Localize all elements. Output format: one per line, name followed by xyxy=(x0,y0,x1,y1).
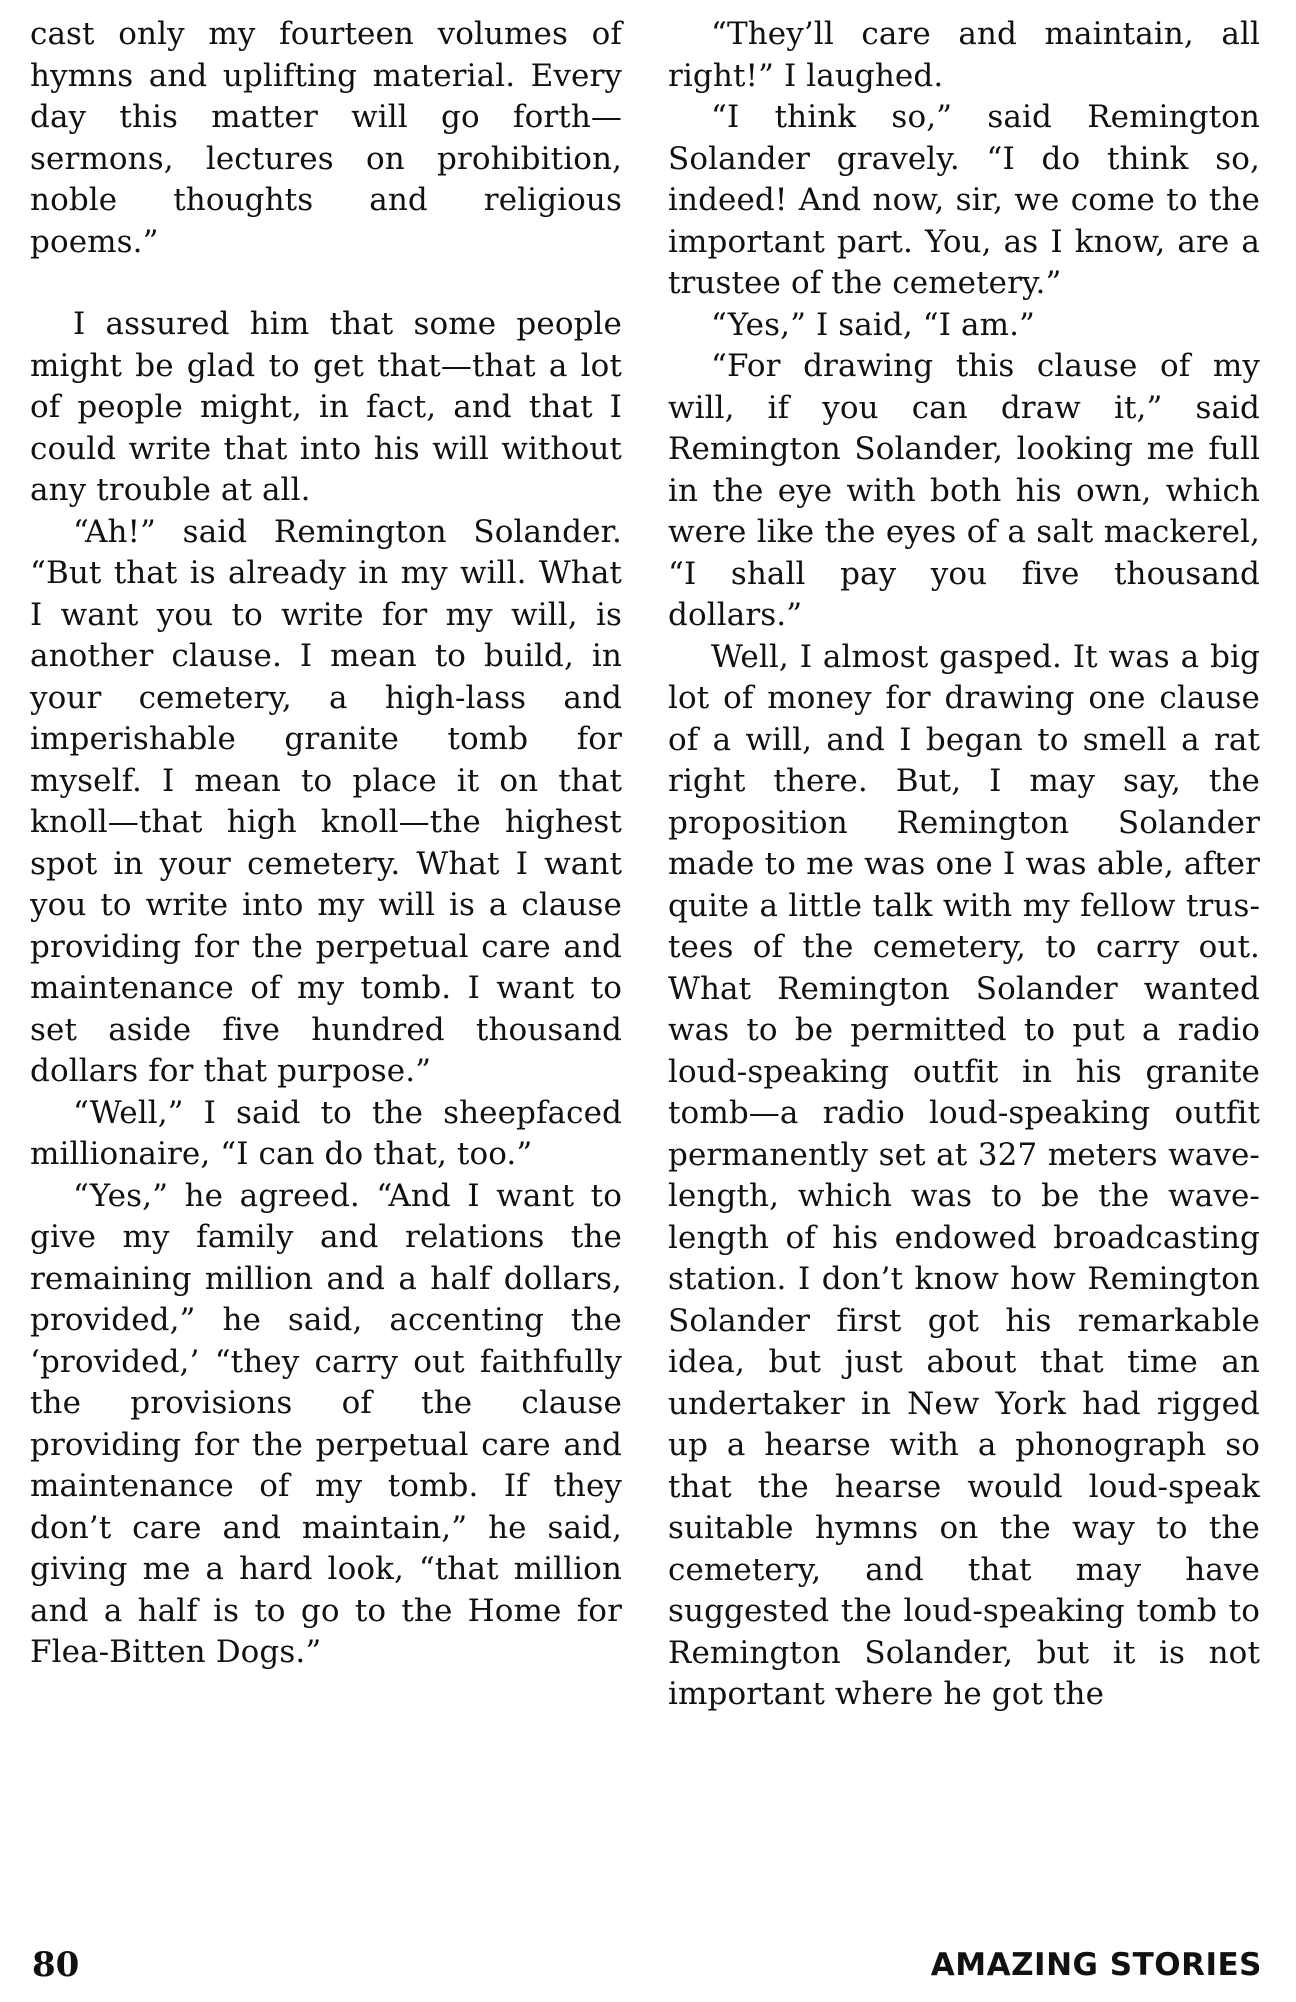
paragraph: “Yes,” he agreed. “And I want to give my family and relations the remaining million and a half dollars, provided,” he said, accenting the ‘provided,’ “they carry out faithfully the provisions of the clause providing for the perpetual care and maintenance of my tomb. If they don’t care and maintain,” he said, giving me a hard look, “that million and a half is to go to the Home for Flea-Bitten Dogs.” xyxy=(30,1177,622,1670)
paragraph: “I think so,” said Remington Solander gravely. “I do think so, indeed! And now, sir, we come to the important part. You, as I know, are a trustee of the cemetery.” xyxy=(668,99,1260,301)
paragraph: Well, I almost gasped. It was a big lot of money for drawing one clause of a will, and I began to smell a rat right there. But, I may say, the proposition Remington Solander made to me was one I was able, after quite a little talk with my fellow trustees of the cemetery, to carry out. What Remington Solander wanted was to be permitted to put a radio loud-speaking outfit in his granite tomb—a radio loud-speaking outfit permanently set at 327 meters wave-length, which was to be the wave-length of his endowed broadcasting station. I don’t know how Remington Solander first got his remarkable idea, but just about that time an undertaker in New York had rigged up a hearse with a phonograph so that the hearse would loud-speak suitable hymns on the way to the cemetery, and that may have suggested the loud-speaking tomb to Remington Solander, but it is not important where he got the xyxy=(668,638,1260,1712)
right-column xyxy=(668,14,1260,1716)
paragraph: “For drawing this clause of my will, if you can draw it,” said Remington Solander, looking me full in the eye with both his own, which were like the eyes of a salt mackerel, “I shall pay you five thousand dollars.” xyxy=(668,348,1260,633)
left-column xyxy=(30,14,622,1674)
paragraph: “Ah!” said Remington Solander. “But that is already in my will. What I want you to write for my will, is another clause. I mean to build, in your cemetery, a high-lass and imperishable granite tomb for myself. I mean to place it on that knoll—that high knoll—the highest spot in your cemetery. What I want you to write into my will is a clause providing for the perpetual care and maintenance of my tomb. I want to set aside five hundred thousand dollars for that purpose.” xyxy=(30,513,622,1089)
page-number: 80 xyxy=(32,1945,80,1985)
paragraph-continuation: cast only my fourteen volumes of hymns and uplifting material. Every day this matter will go forth—sermons, lectures on prohibition, noble thoughts and religious poems.” xyxy=(30,16,622,260)
paragraph: I assured him that some people might be glad to get that—that a lot of people might, in fact, and that I could write that into his will without any trouble at all. xyxy=(30,306,622,508)
paragraph: “They’ll care and maintain, all right!” I laughed. xyxy=(668,16,1260,94)
running-title: AMAZING STORIES xyxy=(930,1947,1262,1983)
paragraph: “Yes,” I said, “I am.” xyxy=(711,306,1035,343)
paragraph: “Well,” I said to the sheepfaced millionaire, “I can do that, too.” xyxy=(30,1094,622,1172)
